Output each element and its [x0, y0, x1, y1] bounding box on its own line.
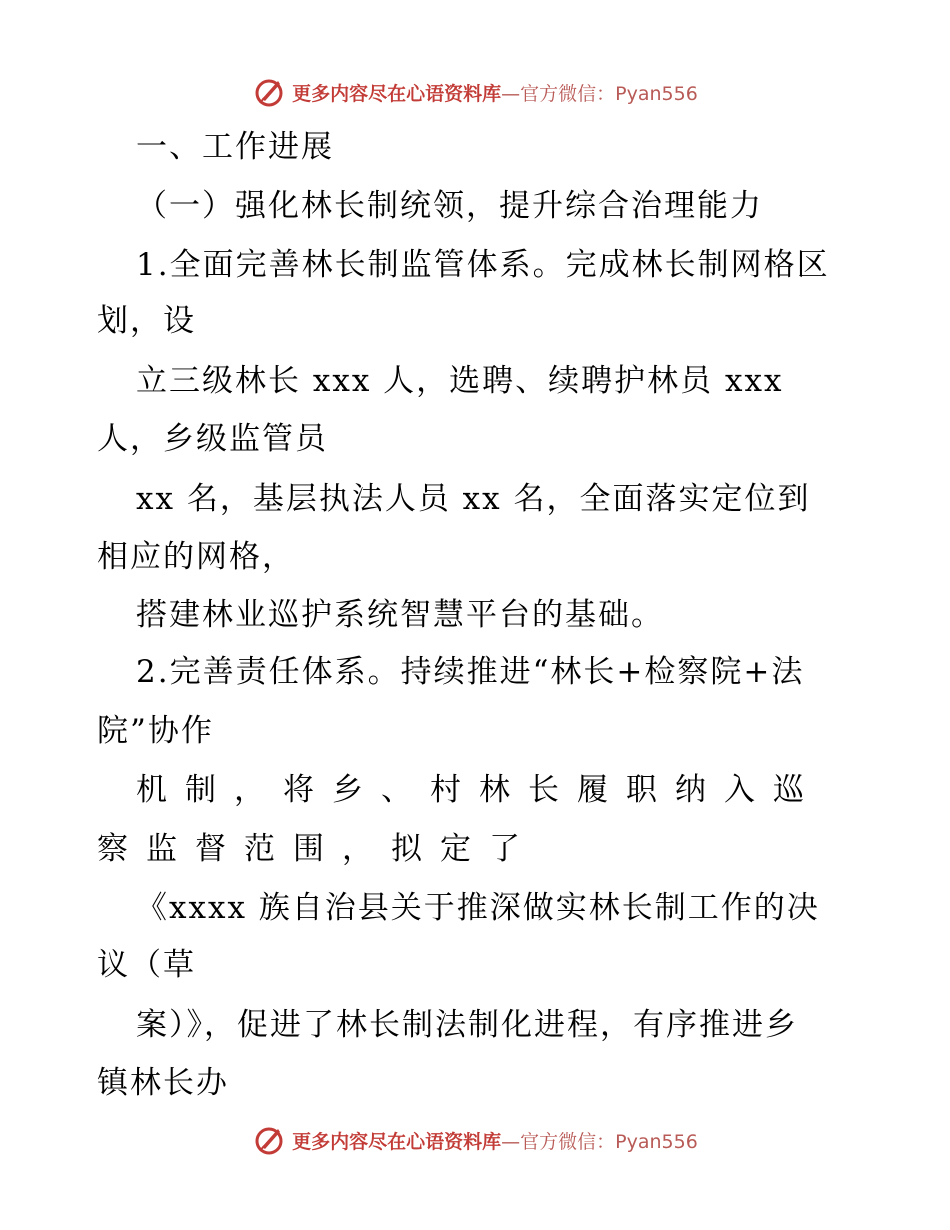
paragraph-line: 议（草 — [97, 947, 196, 983]
paragraph-line: 1.全面完善林长制监管体系。完成林长制网格区 — [136, 247, 830, 283]
watermark-wechat: —官方微信：Pyan556 — [501, 1130, 698, 1153]
paragraph-line: 察监督范围，拟定了 — [97, 831, 538, 867]
paragraph-line: 划，设 — [97, 303, 196, 339]
paragraph-line: 机制，将乡、村林长履职纳入巡 — [136, 772, 822, 808]
paragraph-line: xx 名，基层执法人员 xx 名，全面落实定位到 — [136, 481, 811, 517]
watermark-text — [292, 1127, 698, 1154]
paragraph-line: 相应的网格， — [97, 539, 295, 575]
watermark-wechat: —官方微信：Pyan556 — [501, 82, 698, 105]
watermark-brand: 更多内容尽在心语资料库 — [292, 1130, 502, 1153]
watermark-text — [292, 79, 698, 106]
quill-seal-icon — [252, 1123, 286, 1157]
paragraph-line: 案）》，促进了林长制法制化进程，有序推进乡 — [136, 1007, 798, 1043]
section-heading: 一、工作进展 — [136, 129, 334, 165]
paragraph-line: 立三级林长 xxx 人，选聘、续聘护林员 xxx — [136, 363, 784, 399]
paragraph-line: 镇林长办 — [97, 1065, 229, 1101]
paragraph-line: 院”协作 — [97, 713, 214, 749]
paragraph-line: 《xxxx 族自治县关于推深做实林长制工作的决 — [136, 890, 820, 926]
quill-seal-icon — [252, 75, 286, 109]
paragraph-line: 搭建林业巡护系统智慧平台的基础。 — [136, 597, 664, 633]
paragraph-line: 人，乡级监管员 — [97, 421, 328, 457]
watermark-brand: 更多内容尽在心语资料库 — [292, 82, 502, 105]
header-watermark — [0, 72, 950, 112]
footer-watermark — [0, 1120, 950, 1160]
paragraph-line: 2.完善责任体系。持续推进“林长+检察院+法 — [136, 654, 805, 690]
subsection-heading: （一）强化林长制统领，提升综合治理能力 — [136, 188, 763, 224]
